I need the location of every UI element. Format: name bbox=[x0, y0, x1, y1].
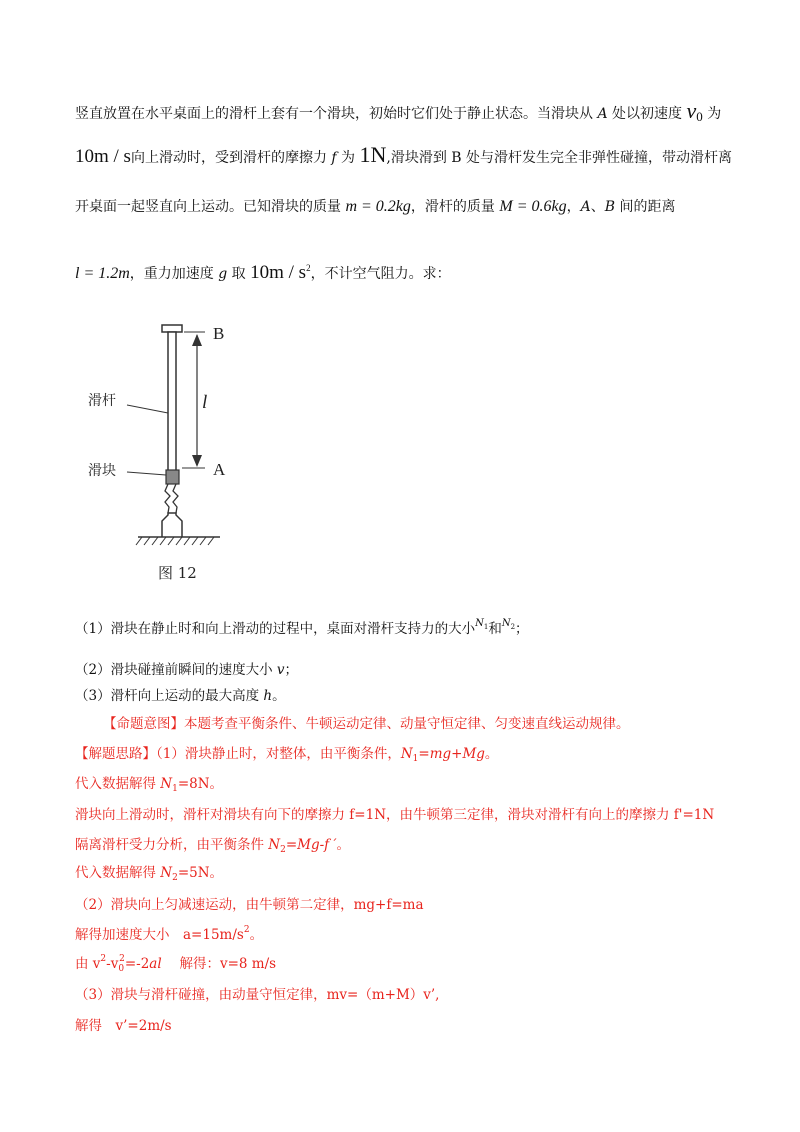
subscript: 1 bbox=[412, 754, 419, 764]
var-v: v bbox=[686, 98, 697, 123]
solution-step-8 bbox=[75, 952, 276, 974]
equation: =mg+Mg bbox=[418, 746, 485, 762]
label-B: B bbox=[213, 324, 225, 343]
superscript: 2 bbox=[119, 954, 125, 964]
problem-line-1 bbox=[75, 98, 730, 125]
text: 。 bbox=[249, 927, 264, 943]
label-A: A bbox=[213, 460, 226, 479]
distance-l: l = 1.2m bbox=[75, 265, 130, 282]
initial-speed: 10m / s bbox=[75, 146, 131, 167]
equation: =Mg-f ′ bbox=[285, 837, 337, 853]
mass-m: m = 0.2kg bbox=[345, 198, 411, 215]
label-slider: 滑块 bbox=[88, 463, 116, 479]
rod bbox=[168, 332, 176, 472]
subscript: 1 bbox=[172, 784, 178, 794]
var-N: N bbox=[475, 618, 484, 629]
solution-step-2 bbox=[75, 772, 223, 794]
figure-12 bbox=[70, 315, 270, 595]
label-rod: 滑杆 bbox=[88, 393, 116, 409]
subscript: 0 bbox=[696, 109, 703, 124]
point-B: B bbox=[604, 199, 616, 215]
superscript: 2 bbox=[243, 925, 250, 935]
question-3 bbox=[75, 684, 286, 704]
superscript: 2 bbox=[306, 263, 311, 273]
text: 和 bbox=[488, 621, 502, 637]
rod-base bbox=[162, 513, 182, 537]
question-1 bbox=[75, 617, 529, 637]
text: -v bbox=[106, 956, 119, 972]
solution-step-7 bbox=[75, 923, 263, 943]
text: 竖直放置在水平桌面上的滑杆上套有一个滑块，初始时它们处于静止状态。当滑块从 bbox=[75, 106, 598, 122]
text: ，重力加速度 bbox=[129, 266, 219, 282]
var-al: al bbox=[149, 956, 162, 972]
text: ； bbox=[515, 621, 529, 637]
subscript: 2 bbox=[510, 623, 516, 631]
text: 间的距离 bbox=[615, 199, 676, 215]
solution-intent: 【命题意图】本题考查平衡条件、牛顿运动定律、动量守恒定律、匀变速直线运动规律。 bbox=[103, 716, 630, 732]
rod-slider-diagram bbox=[70, 315, 270, 595]
solution-step-4 bbox=[75, 833, 350, 855]
text: ， bbox=[566, 199, 581, 215]
text: 【解题思路】（1）滑块静止时，对整体，由平衡条件， bbox=[75, 746, 401, 762]
text: 解得加速度大小 a=15m/s bbox=[75, 927, 244, 943]
subscript: 0 bbox=[118, 964, 125, 974]
solution-step-1 bbox=[75, 742, 498, 764]
text: 、 bbox=[590, 199, 605, 215]
slider-block bbox=[166, 470, 179, 484]
subscript: 2 bbox=[172, 873, 178, 883]
text: （3）滑杆向上运动的最大高度 bbox=[75, 688, 264, 704]
var-N: N bbox=[160, 776, 173, 792]
solution-step-9: （3）滑块与滑杆碰撞，由动量守恒定律，mv=（m+M）v’, bbox=[75, 987, 440, 1003]
text: 。 bbox=[336, 837, 351, 853]
text: 解得：v=8 m/s bbox=[161, 956, 277, 972]
text: 向上滑动时，受到滑杆的摩擦力 bbox=[130, 150, 332, 166]
g-value: 10m / s bbox=[250, 262, 307, 283]
text: 。 bbox=[484, 746, 499, 762]
solution-step-10: 解得 v’=2m/s bbox=[75, 1018, 172, 1034]
var-v: v bbox=[276, 662, 285, 678]
text: 隔离滑杆受力分析，由平衡条件 bbox=[75, 837, 269, 853]
text: 开桌面一起竖直向上运动。已知滑块的质量 bbox=[75, 199, 346, 215]
solution-step-6: （2）滑块向上匀减速运动，由牛顿第二定律，mg+f=ma bbox=[75, 897, 424, 913]
figure-caption: 图 12 bbox=[158, 564, 197, 582]
solution-step-3: 滑块向上滑动时，滑杆对滑块有向下的摩擦力 f=1N，由牛顿第三定律，滑块对滑杆有向上的摩擦力 f'=1N bbox=[75, 807, 715, 823]
text: 取 bbox=[227, 266, 251, 282]
friction-value: 1N bbox=[359, 142, 387, 167]
solution-step-5 bbox=[75, 861, 223, 883]
subscript: 1 bbox=[483, 623, 489, 631]
point-A: A bbox=[597, 106, 608, 122]
value: =5N。 bbox=[177, 865, 224, 881]
problem-line-2 bbox=[75, 142, 733, 168]
text: 代入数据解得 bbox=[75, 776, 161, 792]
text: （2）滑块碰撞前瞬间的速度大小 bbox=[75, 662, 277, 678]
var-h: h bbox=[263, 688, 273, 704]
var-N: N bbox=[400, 746, 413, 762]
var-f: f bbox=[331, 150, 337, 166]
var-N: N bbox=[160, 865, 173, 881]
text: 由 v bbox=[75, 956, 101, 972]
var-g: g bbox=[218, 266, 228, 282]
text: 处以初速度 bbox=[607, 106, 687, 122]
question-2 bbox=[75, 658, 298, 678]
mass-M: M = 0.6kg bbox=[499, 198, 567, 215]
text: （1）滑块在静止时和向上滑动的过程中，桌面对滑杆支持力的大小 bbox=[75, 621, 476, 637]
rod-cap bbox=[162, 325, 182, 332]
subscript: 2 bbox=[280, 845, 286, 855]
text: ，滑杆的质量 bbox=[410, 199, 500, 215]
text: ； bbox=[284, 662, 299, 678]
var-N: N bbox=[501, 618, 511, 629]
problem-line-4 bbox=[75, 262, 730, 284]
problem-line-3 bbox=[75, 196, 730, 216]
text: 代入数据解得 bbox=[75, 865, 161, 881]
point-A: A bbox=[580, 199, 591, 215]
text: 为 bbox=[702, 106, 722, 122]
text: ，不计空气阻力。求： bbox=[310, 266, 451, 282]
text: ,滑块滑到 B 处与滑杆发生完全非弹性碰撞，带动滑杆离 bbox=[386, 150, 733, 166]
text: 为 bbox=[336, 150, 360, 166]
text: =-2 bbox=[124, 956, 150, 972]
text: 。 bbox=[272, 688, 286, 704]
superscript: 2 bbox=[100, 954, 107, 964]
value: =8N。 bbox=[177, 776, 224, 792]
label-l: l bbox=[202, 392, 208, 413]
var-N: N bbox=[268, 837, 281, 853]
